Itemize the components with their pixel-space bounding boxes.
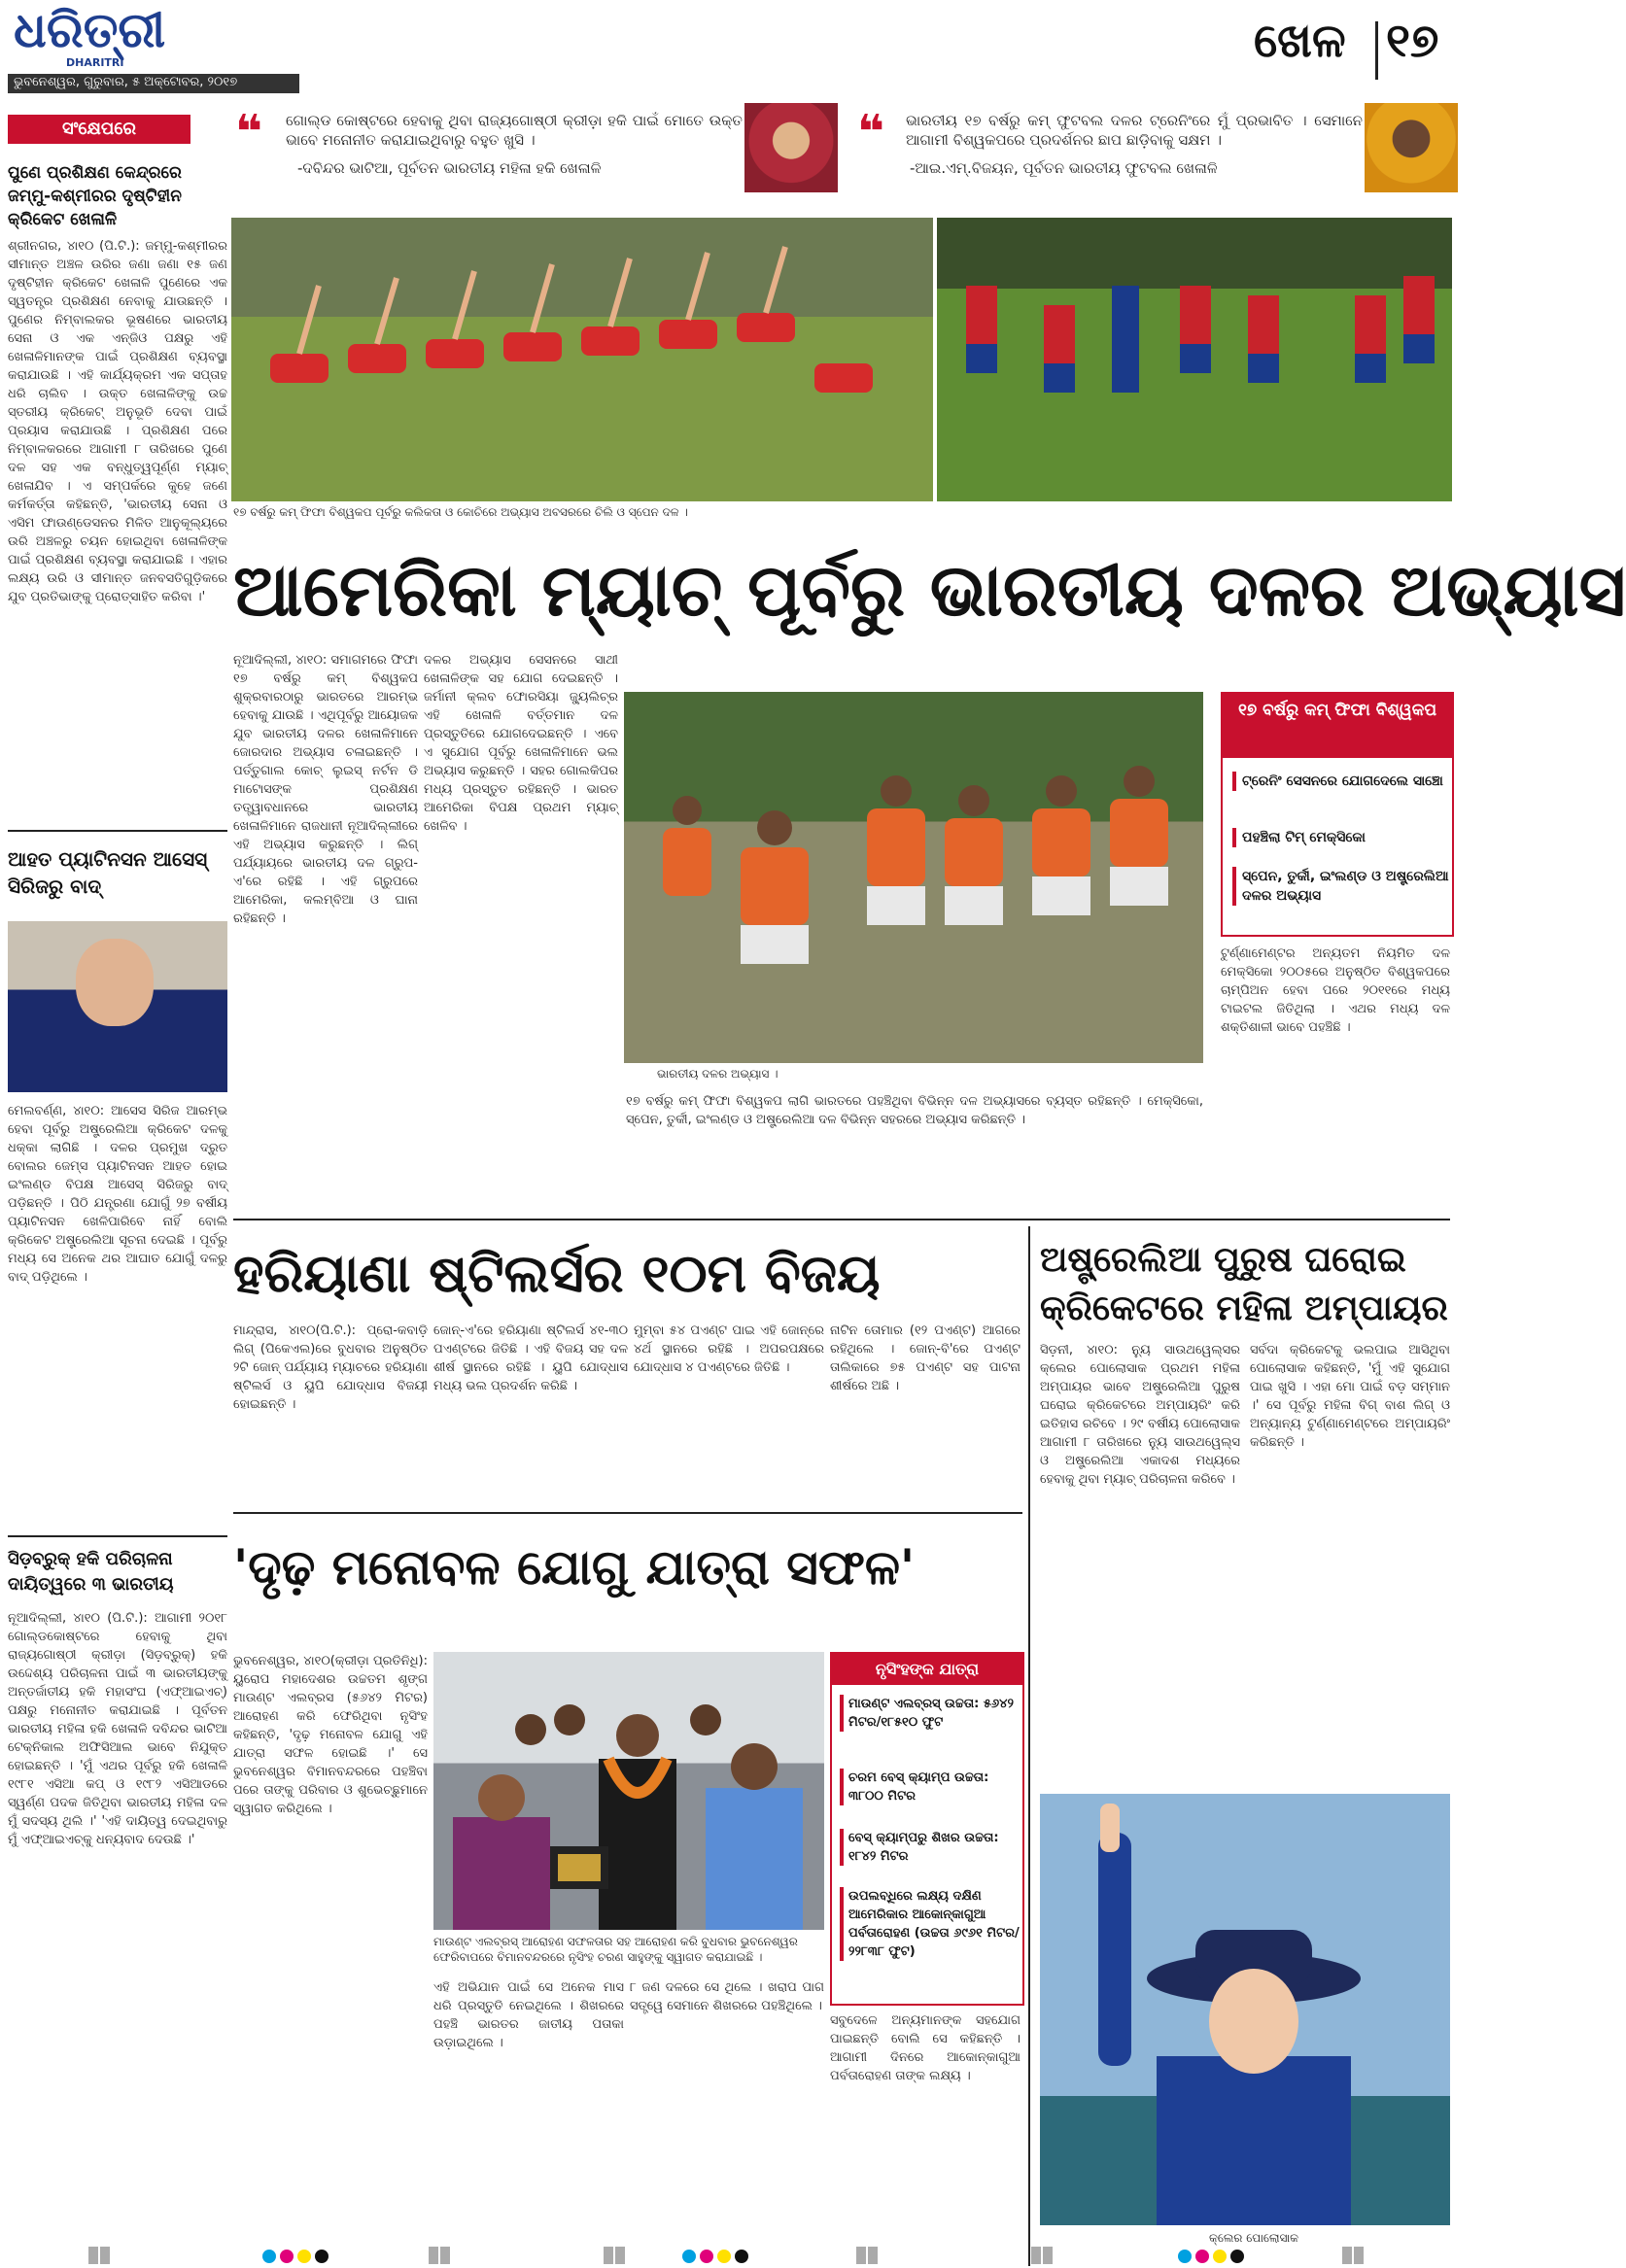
quote-2-portrait: [1365, 103, 1458, 192]
journey-item-4: ଉପଲବ୍ଧିରେ ଲକ୍ଷ୍ୟ ଦକ୍ଷିଣ ଆମେରିକାର ଆକୋନ୍‌କାଗୁଆ ପର୍ବତାରୋହଣ (ଉଚ୍ଚତା ୬୯୬୧ ମିଟର/୨୨୮୩୮ ଫୁଟ): [840, 1887, 1025, 1961]
story-3-headline: 'ଦୃଢ଼ ମନୋବଳ ଯୋଗୁ ଯାତ୍ରା ସଫଳ': [233, 1539, 916, 1596]
journey-box: [830, 1652, 1024, 2006]
brief-3-body: ନୂଆଦିଲ୍ଲୀ, ୪ା୧୦ (ପି.ଟି.): ଆଗାମୀ ୨୦୧୮ ଗୋଲ୍ଡକୋଷ୍ଟରେ ହେବାକୁ ଥିବା ରାଜ୍ୟଗୋଷ୍ଠୀ କ୍ରୀଡ଼ା (ସିଡ଼ବ୍ରୁକ୍) ହକି ଉଦ୍ଦେଶ୍ୟ ପରିଚାଳନା ପାଇଁ ୩ ଭାରତୀୟଙ୍କୁ ଅନ୍ତର୍ଜାତୀୟ ହକି ମହାସଂଘ (ଏଫ୍‌ଆଇଏଚ୍) ପକ୍ଷରୁ ମନୋନୀତ କରାଯାଇଛି । ପୂର୍ବତନ ଭାରତୀୟ ମହିଳା ହକି ଖେଳାଳି ଦବିନ୍ଦର ଭାଟିଆ ଟେକ୍ନିକାଲ ଅଫିସିଆଲ ଭାବେ ନିଯୁକ୍ତ ହୋଇଛନ୍ତି । 'ମୁଁ ଏଥର ପୂର୍ବରୁ ହକି ଖେଳାଳି ୧୯୮୧ ଏସିଆ କପ୍ ଓ ୧୯୮୨ ଏସିଆଡରେ ସ୍ୱର୍ଣ୍ଣ ପଦକ ଜିତିଥିବା ଭାରତୀୟ ମହିଳା ଦଳ ମୁଁ ସଦସ୍ୟ ଥିଲି ।' 'ଏହି ଦାୟିତ୍ୱ ଦେଇଥିବାରୁ ମୁଁ ଏଫ୍‌ଆଇଏଚ୍‌କୁ ଧନ୍ୟବାଦ ଦେଉଛି ।': [8, 1611, 227, 1847]
spain-practice-photo: [937, 218, 1452, 501]
quote-1-author: -ଦବିନ୍ଦର ଭାଟିଆ, ପୂର୍ବତନ ଭାରତୀୟ ମହିଳା ହକି ଖେଳାଳି: [297, 159, 602, 177]
box-item-1: ଟ୍ରେନିଂ ସେସନରେ ଯୋଗଦେଲେ ସାଞ୍ଚୋ: [1232, 772, 1456, 791]
quote-mark-icon-2: ❝: [857, 105, 885, 159]
grey-bars: [87, 2247, 111, 2268]
story-3-bottom-right: ସବୁଦେଳେ ଅନ୍ୟମାନଙ୍କ ସହଯୋଗ ପାଇଛନ୍ତି ବୋଲି ସେ କହିଛନ୍ତି । ଆଗାମୀ ଦିନରେ ଆକୋନ୍‌କାଗୁଆ ପର୍ବତାରୋହଣ ତାଙ୍କ ଲକ୍ଷ୍ୟ ।: [830, 2013, 1021, 2083]
dateline: ଭୁବନେଶ୍ୱର, ଗୁରୁବାର, ୫ ଅକ୍ଟୋବର, ୨୦୧୭: [14, 75, 238, 89]
story-3-left-body: ଭୁବନେଶ୍ୱର, ୪ା୧୦(କ୍ରୀଡ଼ା ପ୍ରତିନିଧି): ୟୁରୋପ ମହାଦେଶର ଉଚ୍ଚତମ ଶୃଙ୍ଗ ମାଉଣ୍ଟ ଏଲବ୍ରସ (୫୬୪୨ ମିଟର) ଆରୋହଣ କରି ଫେରିଥିବା ନୃସିଂହ କହିଛନ୍ତି, 'ଦୃଢ଼ ମନୋବଳ ଯୋଗୁ ଏହି ଯାତ୍ରା ସଫଳ ହୋଇଛି ।' ସେ ଭୁବନେଶ୍ୱର ବିମାନବନ୍ଦରରେ ପହଞ୍ଚିବା ପରେ ତାଙ୍କୁ ପରିବାର ଓ ଶୁଭେଚ୍ଛୁମାନେ ସ୍ୱାଗତ କରିଥିଲେ ।: [233, 1654, 428, 1816]
grey-bars: [428, 2247, 451, 2268]
box-item-3: ସ୍ପେନ, ତୁର୍କୀ, ଇଂଲଣ୍ଡ ଓ ଅଷ୍ଟ୍ରେଲିଆ ଦଳର ଅଭ୍ୟାସ: [1232, 867, 1456, 906]
grey-bars: [603, 2247, 626, 2268]
briefs-tag: ସଂକ୍ଷେପରେ: [8, 115, 190, 144]
story-3-bottom-mid: ୮ ଜଣ ଦଳରେ ସେ ଥିଲେ । ଖରାପ ପାଗ ସତ୍ତ୍ୱେ ସେମାନେ ଶିଖରରେ ପହଞ୍ଚିଥିଲେ ।: [630, 1980, 824, 2013]
nrusingha-photo-caption: ମାଉଣ୍ଟ ଏଲବ୍ରସ୍ ଆରୋହଣ ସଫଳତାର ସହ ଆରୋହଣ କରି ବୁଧବାର ଭୁବନେଶ୍ୱର ଫେରିବାପରେ ବିମାନବନ୍ଦରରେ ନୃସିଂହ ଚରଣ ସାହୁଙ୍କୁ ସ୍ୱାଗତ କରାଯାଇଛି ।: [433, 1935, 798, 1964]
umpire-graphic: [1040, 1794, 1450, 2225]
brief-3-headline: ସିଡ଼ବ୍ରୁକ୍ ହକି ପରିଚାଳନା ଦାୟିତ୍ୱରେ ୩ ଭାରତୀୟ: [8, 1549, 174, 1595]
story-4-col-2: ସର୍ବଦା କ୍ରିକେଟକୁ ଭଲପାଇ ଆସିଥିବା ପୋଲୋସାକ କହିଛନ୍ତି, 'ମୁଁ ଏହି ସୁଯୋଗ ପାଇ ଖୁସି । ଏହା ମୋ ପାଇଁ ବଡ଼ ସମ୍ମାନ ।' ସେ ପୂର୍ବରୁ ମହିଳା ବିଗ୍ ବାଶ ଲିଗ୍ ଓ ଅନ୍ୟାନ୍ୟ ଟୁର୍ଣ୍ଣାମେଣ୍ଟରେ ଅମ୍ପାୟରିଂ କରିଛନ୍ତି ।: [1250, 1343, 1450, 1450]
section-title: ଖେଳ: [1254, 14, 1346, 68]
worldcup-box-title: ୧୭ ବର୍ଷରୁ କମ୍ ଫିଫା ବିଶ୍ୱକପ: [1223, 694, 1452, 758]
masthead: [0, 0, 1458, 95]
left-column: [8, 115, 229, 2252]
divider: [233, 1219, 1450, 1220]
story-1-col-1: ନୂଆଦିଲ୍ଲୀ, ୪ା୧୦: ସମାଗମରେ ଫିଫା ୧୭ ବର୍ଷରୁ କମ୍ ବିଶ୍ୱକପ ଶୁକ୍ରବାରଠାରୁ ଭାରତରେ ଆରମ୍ଭ ହେବାକୁ ଯାଉଛି । ଏଥିପୂର୍ବରୁ ଆୟୋଜକ ଯୁବ ଭାରତୀୟ ଦଳର ଖେଳାଳିମାନେ ଜୋରଦାର ଅଭ୍ୟାସ ଚଳାଇଛନ୍ତି । ପର୍ତ୍ତୁଗାଲ କୋଚ୍ ଲୁଇସ୍ ନର୍ଟନ ଡି ମାଟୋସଙ୍କ ପ୍ରଶିକ୍ଷଣ ତତ୍ତ୍ୱାବଧାନରେ ଭାରତୀୟ ଖେଳାଳିମାନେ ରାଜଧାନୀ ନୂଆଦିଲ୍ଲୀରେ ଏହି ଅଭ୍ୟାସ କରୁଛନ୍ତି । ଲିଗ୍ ପର୍ଯ୍ୟାୟରେ ଭାରତୀୟ ଦଳ ଗ୍ରୁପ-ଏ'ରେ ରହିଛି । ଏହି ଗ୍ରୁପରେ ଆମେରିକା, କଲମ୍ବିଆ ଓ ଘାନା ରହିଛନ୍ତି ।: [233, 653, 418, 926]
story-2-headline: ହରିୟାଣା ଷ୍ଟିଲର୍ସର ୧୦ମ ବିଜୟ: [233, 1243, 881, 1304]
logo-sub: DHARITRI: [66, 56, 124, 69]
brief-1-body: ଶ୍ରୀନଗର, ୪ା୧୦ (ପି.ଟି.): ଜମ୍ମୁ-କଶ୍ମୀରର ସୀମାନ୍ତ ଅଞ୍ଚଳ ଉରିର ଜଣା ଜଣା ୧୫ ଜଣ ଦୃଷ୍ଟିହୀନ କ୍ରିକେଟ ଖେଳାଳି ପୁଣେରେ ଏକ ସ୍ୱତନ୍ତ୍ର ପ୍ରଶିକ୍ଷଣ ନେବାକୁ ଯାଉଛନ୍ତି । ପୁଣେର ନିମ୍ବାଲକର ଭୂଷଣରେ ଭାରତୀୟ ସେନା ଓ ଏକ ଏନ୍‌ଜିଓ ପକ୍ଷରୁ ଏହି ଖେଳାଳିମାନଙ୍କ ପାଇଁ ପ୍ରଶିକ୍ଷଣ ବ୍ୟବସ୍ଥା କରାଯାଉଛି । ଏହି କାର୍ଯ୍ୟକ୍ରମ ଏକ ସପ୍ତାହ ଧରି ଚାଲିବ । ଉକ୍ତ ଖେଳାଳିଙ୍କୁ ଉଚ୍ଚ ସ୍ତରୀୟ କ୍ରିକେଟ୍ ଅନୁଭୂତି ଦେବା ପାଇଁ ପ୍ରୟାସ କରାଯାଉଛି । ପ୍ରଶିକ୍ଷଣ ପରେ ନିମ୍ବାଳକରରେ ଆଗାମୀ ୮ ତାରିଖରେ ପୁଣେ ଦଳ ସହ ଏକ ବନ୍ଧୁତ୍ୱପୂର୍ଣ୍ଣ ମ୍ୟାଚ୍ ଖେଳାଯିବ । ଏ ସମ୍ପର୍କରେ କୁହେ ଜଣେ କର୍ମକର୍ତ୍ତା କହିଛନ୍ତି, 'ଭାରତୀୟ ସେନା ଓ ଏସିମ ଫାଉଣ୍ଡେସନର ମିଳିତ ଆନୁକୂଲ୍ୟରେ ଉରି ଅଞ୍ଚଳରୁ ଚୟନ ହୋଇଥିବା ଖେଳାଳିଙ୍କ ପାଇଁ ପ୍ରଶିକ୍ଷଣ ବ୍ୟବସ୍ଥା କରାଯାଇଛି । ଏହାର ଲକ୍ଷ୍ୟ ଉରି ଓ ସୀମାନ୍ତ ଜନବସତିଗୁଡ଼ିକରେ ଯୁବ ପ୍ରତିଭାଙ୍କୁ ପ୍ରୋତ୍ସାହିତ କରିବା ।': [8, 239, 227, 604]
polosak-photo: [1040, 1794, 1450, 2225]
players-stretching-graphic: [231, 218, 933, 501]
cmyk-dots: [260, 2249, 330, 2267]
print-marks: [0, 2247, 1458, 2266]
grey-bars: [1341, 2247, 1365, 2268]
story-1-col-2: ଦଳର ଅଭ୍ୟାସ ସେସନରେ ସାଥୀ ଖେଳାଳିଙ୍କ ସହ ଯୋଗ ଦେଇଛନ୍ତି । ଜର୍ମାନୀ କ୍ଲବ ଫୋରସିୟା ଜ୍ୟୁଲିଚ୍‌ର ଏହି ଖେଳାଳି ବର୍ତ୍ତମାନ ଦଳ ପ୍ରସ୍ତୁତିରେ ଯୋଗଦେଇଛନ୍ତି । ଏବେ ଏ ସୁଯୋଗ ପୂର୍ବରୁ ଖେଳାଳିମାନେ ଭଲ ଅଭ୍ୟାସ କରୁଛନ୍ତି । ସହର ଗୋଲକିପର ମଧ୍ୟ ପ୍ରସ୍ତୁତ ରହିଛନ୍ତି । ଭାରତ ଆମେରିକା ବିପକ୍ଷ ପ୍ରଥମ ମ୍ୟାଚ୍ ଖେଳିବ ।: [424, 653, 618, 834]
story-2-col-3: ମୁମ୍ବା ୫୪ ପଏଣ୍ଟ ପାଇ ଏହି ଜୋନ୍‌ରେ ୪ର୍ଥ ସ୍ଥାନରେ ରହିଛି । ଅପରପକ୍ଷରେ ଯୋଦ୍ଧାସ ୪ ପଏଣ୍ଟରେ ଜିତିଛି ।: [634, 1323, 824, 1375]
divider: [8, 1535, 227, 1537]
brief-1-headline: ପୁଣେ ପ୍ରଶିକ୍ଷଣ କେନ୍ଦ୍ରରେ ଜମ୍ମୁ-କଶ୍ମୀରର ଦୃଷ୍ଟିହୀନ କ୍ରିକେଟ ଖେଳାଳି: [8, 163, 182, 229]
quote-2-author: -ଆଇ.ଏମ୍.ବିଜୟନ, ପୂର୍ବତନ ଭାରତୀୟ ଫୁଟବଲ ଖେଳାଳି: [910, 159, 1218, 177]
top-photos-caption: ୧୭ ବର୍ଷରୁ କମ୍ ଫିଫା ବିଶ୍ୱକପ ପୂର୍ବରୁ କଲିକତା ଓ କୋଚିରେ ଅଭ୍ୟାସ ଅବସରରେ ଚିଲି ଓ ସ୍ପେନ ଦଳ ।: [233, 505, 688, 519]
brief-2-headline: ଆହତ ପ୍ୟାଟିନସନ ଆସେସ୍ ସିରିଜରୁ ବାଦ୍: [8, 847, 208, 898]
page-number: ୧୭: [1386, 14, 1439, 68]
cmyk-dots: [680, 2249, 750, 2267]
welcome-group-graphic: [433, 1652, 824, 1930]
players-training-graphic: [937, 218, 1452, 501]
divider: [1028, 1226, 1030, 2266]
quote-1-text: ଗୋଲ୍ଡ କୋଷ୍ଟରେ ହେବାକୁ ଥିବା ରାଜ୍ୟଗୋଷ୍ଠୀ କ୍ରୀଡ଼ା ହକି ପାଇଁ ମୋତେ ଉକ୍ତ ଭାବେ ମନୋନୀତ କରାଯାଇଥିବାରୁ ବହୁତ ଖୁସି ।: [286, 112, 743, 149]
grey-bars: [855, 2247, 879, 2268]
indian-players-graphic: [624, 692, 1203, 1063]
patinson-photo: [8, 921, 227, 1092]
story-1-bottom-text: ୧୭ ବର୍ଷରୁ କମ୍ ଫିଫା ବିଶ୍ୱକପ ଲାଗି ଭାରତରେ ପହଞ୍ଚିଥିବା ବିଭିନ୍ନ ଦଳ ଅଭ୍ୟାସରେ ବ୍ୟସ୍ତ ରହିଛନ୍ତି । ମେକ୍ସିକୋ, ସ୍ପେନ, ତୁର୍କୀ, ଇଂଲଣ୍ଡ ଓ ଅଷ୍ଟ୍ରେଲିଆ ଦଳ ବିଭିନ୍ନ ସହରରେ ଅଭ୍ୟାସ କରିଛନ୍ତି ।: [626, 1094, 1203, 1127]
polosak-caption: କ୍ଲେର ପୋଲୋସାକ: [1208, 2231, 1299, 2245]
worldcup-box: [1221, 692, 1454, 937]
brief-2-body: ମେଲବର୍ଣ୍ଣ, ୪ା୧୦: ଆସେସ ସିରିଜ ଆରମ୍ଭ ହେବା ପୂର୍ବରୁ ଅଷ୍ଟ୍ରେଲିଆ କ୍ରିକେଟ ଦଳକୁ ଧକ୍କା ଲାଗିଛି । ଦଳର ପ୍ରମୁଖ ଦ୍ରୁତ ବୋଲର ଜେମ୍ସ ପ୍ୟାଟିନସନ ଆହତ ହୋଇ ଇଂଲଣ୍ଡ ବିପକ୍ଷ ଆସେସ୍ ସିରିଜରୁ ବାଦ୍ ପଡ଼ିଛନ୍ତି । ପିଠି ଯନ୍ତ୍ରଣା ଯୋଗୁଁ ୨୭ ବର୍ଷୀୟ ପ୍ୟାଟିନସନ ଖେଳିପାରିବେ ନାହିଁ ବୋଲି କ୍ରିକେଟ ଅଷ୍ଟ୍ରେଲିଆ ସୂଚନା ଦେଇଛି । ପୂର୍ବରୁ ମଧ୍ୟ ସେ ଅନେକ ଥର ଆଘାତ ଯୋଗୁଁ ଦଳରୁ ବାଦ୍ ପଡ଼ିଥିଲେ ।: [8, 1104, 227, 1285]
story-1-headline: ଆମେରିକା ମ୍ୟାଚ୍ ପୂର୍ବରୁ ଭାରତୀୟ ଦଳର ଅଭ୍ୟାସ: [233, 549, 1626, 633]
quote-1-portrait: [744, 103, 838, 192]
nrusingha-photo: [433, 1652, 824, 1930]
india-practice-photo: [624, 692, 1203, 1063]
india-photo-caption: ଭାରତୀୟ ଦଳର ଅଭ୍ୟାସ ।: [657, 1067, 778, 1081]
story-3-bottom-left: ଏହି ଅଭିଯାନ ପାଇଁ ସେ ଅନେକ ମାସ ଧରି ପ୍ରସ୍ତୁତି ନେଇଥିଲେ । ଶିଖରରେ ପହଞ୍ଚି ଭାରତର ଜାତୀୟ ପତାକା ଉଡ଼ାଇଥିଲେ ।: [433, 1980, 624, 2050]
divider: [8, 830, 227, 832]
quote-mark-icon: ❝: [235, 105, 263, 159]
divider: [233, 1512, 1022, 1514]
grey-bars: [1030, 2247, 1054, 2268]
story-4-col-1: ସିଡ଼ନୀ, ୪ା୧୦: ନ୍ୟୁ ସାଉଥୱେଲ୍ସର କ୍ଲେର ପୋଲୋସାକ ପ୍ରଥମ ମହିଳା ଅମ୍ପାୟର ଭାବେ ଅଷ୍ଟ୍ରେଲିଆ ପୁରୁଷ ଘରୋଇ କ୍ରିକେଟରେ ଅମ୍ପାୟରିଂ କରି ଇତିହାସ ରଚିବେ । ୨୯ ବର୍ଷୀୟ ପୋଲୋସାକ ଆଗାମୀ ୮ ତାରିଖରେ ନ୍ୟୁ ସାଉଥୱେଲ୍ସ ଓ ଅଷ୍ଟ୍ରେଲିଆ ଏକାଦଶ ମଧ୍ୟରେ ହେବାକୁ ଥିବା ମ୍ୟାଚ୍ ପରିଚାଳନା କରିବେ ।: [1040, 1343, 1240, 1487]
story-1-right-text: ଟୁର୍ଣ୍ଣାମେଣ୍ଟର ଅନ୍ୟତମ ନିୟମିତ ଦଳ ମେକ୍ସିକୋ ୨୦୦୫ରେ ଅନୁଷ୍ଠିତ ବିଶ୍ୱକପରେ ଚାମ୍ପିଅନ ହେବା ପରେ ୨୦୧୧ରେ ମଧ୍ୟ ଟାଇଟଲ ଜିତିଥିଲା । ଏଥର ମଧ୍ୟ ଦଳ ଶକ୍ତିଶାଳୀ ଭାବେ ପହଞ୍ଚିଛି ।: [1221, 946, 1450, 1035]
story-2-col-2: ଜୋନ୍-ଏ'ରେ ହରିୟାଣା ଷ୍ଟିଲର୍ସ ୪୧-୩୦ ପଏଣ୍ଟରେ ଜିତିଛି । ଏହି ବିଜୟ ସହ ଦଳ ଶୀର୍ଷ ସ୍ଥାନରେ ରହିଛି । ୟୁପି ଯୋଦ୍ଧାସ ମଧ୍ୟ ଭଲ ପ୍ରଦର୍ଶନ କରିଛି ।: [433, 1323, 628, 1393]
journey-item-3: ବେସ୍ କ୍ୟାମ୍ପରୁ ଶିଖର ଉଚ୍ଚତା: ୧୮୪୨ ମିଟର: [840, 1829, 1025, 1866]
journey-item-1: ମାଉଣ୍ଟ ଏଲବ୍ରସ୍ ଉଚ୍ଚତା: ୫୬୪୨ ମିଟର/୧୮୫୧୦ ଫୁଟ: [840, 1695, 1025, 1732]
story-2-col-1: ମାନ୍ଦ୍ରାସ, ୪ା୧୦(ପି.ଟି.): ପ୍ରୋ-କବାଡ଼ି ଲିଗ୍ (ପିକେଏଲ)ରେ ବୁଧବାର ଅନୁଷ୍ଠିତ ୨ଟି ଜୋନ୍ ପର୍ଯ୍ୟାୟ ମ୍ୟାଚରେ ହରିୟାଣା ଷ୍ଟିଲର୍ସ ଓ ୟୁପି ଯୋଦ୍ଧାସ ବିଜୟୀ ହୋଇଛନ୍ତି ।: [233, 1323, 428, 1412]
chile-practice-photo: [231, 218, 933, 501]
journey-item-2: ଚରମ ବେସ୍ କ୍ୟାମ୍ପ ଉଚ୍ଚତା: ୩୮୦୦ ମିଟର: [840, 1769, 1025, 1805]
story-4-headline: ଅଷ୍ଟ୍ରେଲିଆ ପୁରୁଷ ଘରୋଇ କ୍ରିକେଟରେ ମହିଳା ଅମ୍ପାୟର: [1040, 1240, 1448, 1328]
cmyk-dots: [1176, 2249, 1246, 2267]
logo: ଧରିତ୍ରୀ: [14, 2, 166, 58]
quote-2-text: ଭାରତୀୟ ୧୭ ବର୍ଷରୁ କମ୍ ଫୁଟବଲ ଦଳର ଟ୍ରେନିଂରେ ମୁଁ ପ୍ରଭାବିତ । ସେମାନେ ଆଗାମୀ ବିଶ୍ୱକପରେ ପ୍ରଦର୍ଶନର ଛାପ ଛାଡ଼ିବାକୁ ସକ୍ଷମ ।: [906, 112, 1363, 149]
story-2-col-4: ନାଟିନ ତୋମାର (୧୨ ପଏଣ୍ଟ) ଆଗରେ ରହିଥିଲେ । ଜୋନ୍-ବି'ରେ ପଏଣ୍ଟ ତାଲିକାରେ ୭୫ ପଏଣ୍ଟ ସହ ପାଟନା ଶୀର୍ଷରେ ଅଛି ।: [830, 1323, 1021, 1393]
box-item-2: ପହଞ୍ଚିଲା ଟିମ୍ ମେକ୍ସିକୋ: [1232, 828, 1456, 847]
journey-box-title: ନୃସିଂହଙ୍କ ଯାତ୍ରା: [832, 1654, 1022, 1685]
section-divider: [1375, 21, 1378, 80]
quote-bar: [229, 103, 1458, 192]
